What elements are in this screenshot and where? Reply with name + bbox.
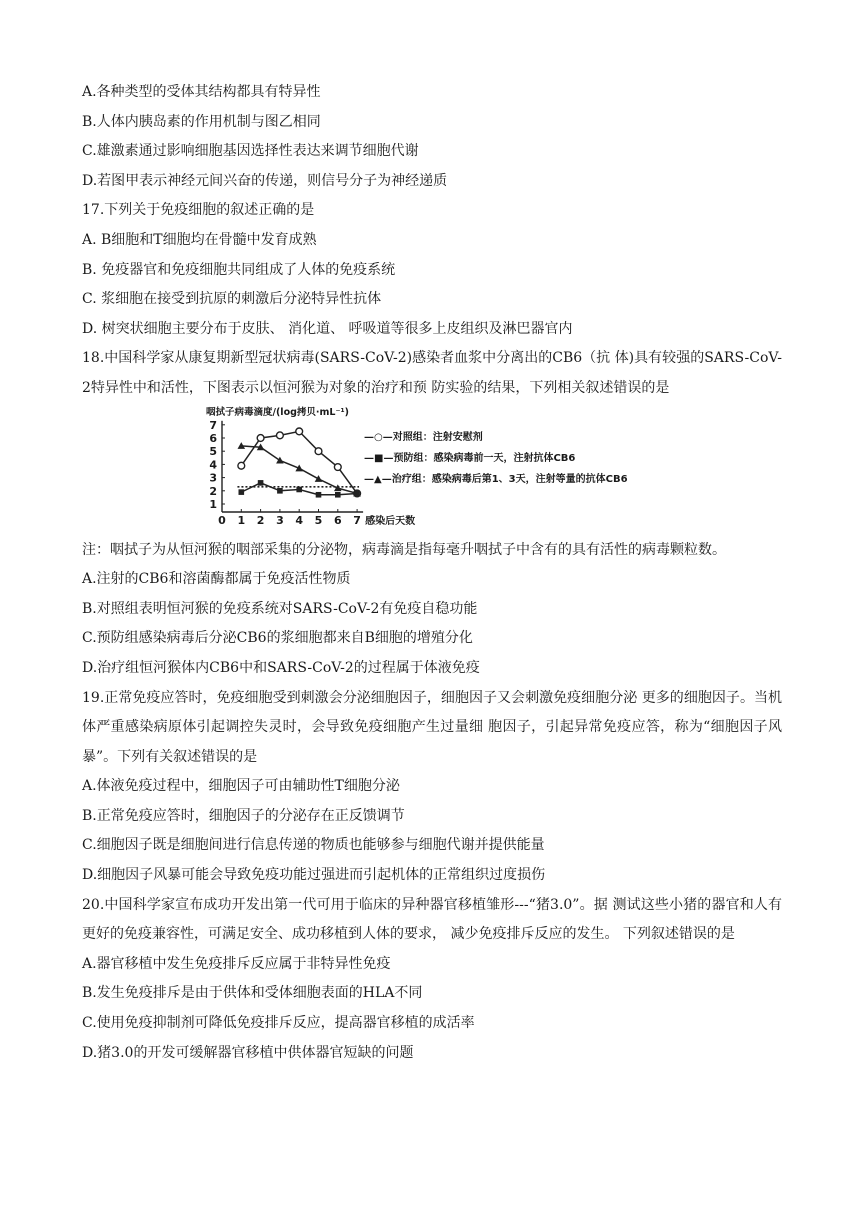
q17-option-d: D. 树突状细胞主要分布于皮肤、 消化道、 呼吸道等很多上皮组织及淋巴器官内 <box>82 320 573 337</box>
q18-option-b: B.对照组表明恒河猴的免疫系统对SARS-CoV-2有免疫自稳功能 <box>82 600 478 617</box>
q17-stem: 17.下列关于免疫细胞的叙述正确的是 <box>82 202 315 219</box>
legend-entry-3: —▲—治疗组：感染病毒后第1、3天，注射等量的抗体CB6 <box>364 473 628 485</box>
x-tick-label: 1 <box>237 513 246 527</box>
y-tick-label: 7 <box>209 418 217 432</box>
x-axis-label: 感染后天数 <box>365 515 416 527</box>
legend-entry-2: —■—预防组：感染病毒前一天，注射抗体CB6 <box>364 452 576 464</box>
control-point <box>334 463 341 470</box>
q18-option-c: C.预防组感染病毒后分泌CB6的浆细胞都来自B细胞的增殖分化 <box>82 630 473 647</box>
q17-option-c: C. 浆细胞在接受到抗原的刺激后分泌特异性抗体 <box>82 291 382 308</box>
q20-option-c: C.使用免疫抑制剂可降低免疫排斥反应，提高器官移植的成活率 <box>82 1015 475 1032</box>
q19-stem: 19.正常免疫应答时，免疫细胞受到刺激会分泌细胞因子，细胞因子又会刺激免疫细胞分泌 更多的细胞因子。当机体严重感染病原体引起调控失灵时，会导致免疫细胞产生过量细 胞因子，引起异常免疫应答，称为“细胞因子风暴”。下列有关叙述错误的是 <box>82 689 782 765</box>
q18-option-d: D.治疗组恒河猴体内CB6中和SARS-CoV-2的过程属于体液免疫 <box>82 659 480 676</box>
control-point <box>296 428 303 435</box>
y-tick-label: 2 <box>209 484 217 498</box>
y-tick-label: 3 <box>209 471 217 485</box>
virus-titer-chart-svg <box>204 406 764 530</box>
q16-option-a: A.各种类型的受体其结构都具有特异性 <box>82 84 321 100</box>
q20-option-a: A.器官移植中发生免疫排斥反应属于非特异性免疫 <box>82 955 391 972</box>
control-point <box>277 431 284 438</box>
y-tick-label: 1 <box>209 497 217 511</box>
q19-option-d: D.细胞因子风暴可能会导致免疫功能过强进而引起机体的正常组织过度损伤 <box>82 867 546 884</box>
x-tick-label: 6 <box>333 513 342 527</box>
treatment-point <box>334 484 342 491</box>
prevention-point <box>258 480 264 486</box>
q18-option-a: A.注射的CB6和溶菌酶都属于免疫活性物质 <box>82 571 351 588</box>
q19-option-c: C.细胞因子既是细胞间进行信息传递的物质也能够参与细胞代谢并提供能量 <box>82 837 545 854</box>
x-tick-label: 3 <box>276 513 284 527</box>
x-tick-label: 7 <box>353 513 361 527</box>
control-point <box>315 447 322 454</box>
prevention-point <box>335 491 341 497</box>
y-tick-label: 6 <box>209 431 217 445</box>
y-tick-label: 4 <box>209 457 217 471</box>
prevention-point <box>316 491 322 497</box>
x-tick-label: 4 <box>295 513 304 527</box>
treatment-point <box>276 456 284 463</box>
treatment-point <box>315 475 323 482</box>
virus-titer-chart <box>82 406 782 530</box>
y-axis-label: 咽拭子病毒滴度/(log拷贝·mL⁻¹) <box>206 406 349 418</box>
document-page <box>82 78 782 1068</box>
x-tick-label: 5 <box>314 513 323 527</box>
q16-option-c: C.雄激素通过影响细胞基因选择性表达来调节细胞代谢 <box>82 143 419 160</box>
prevention-point <box>296 486 302 492</box>
prevention-point <box>239 489 245 495</box>
control-point <box>238 462 245 469</box>
q20-stem: 20.中国科学家宣布成功开发出第一代可用于临床的异种器官移植雏形---“猪3.0”。据 测试这些小猪的器官和人有更好的免疫兼容性，可满足安全、成功移植到人体的要求， 减少免疫排斥反应的发生。 下列叙述错误的是 <box>82 896 782 943</box>
q16-option-b: B.人体内胰岛素的作用机制与图乙相同 <box>82 113 321 130</box>
q16-option-d: D.若图甲表示神经元间兴奋的传递，则信号分子为神经递质 <box>82 172 448 189</box>
legend-entry-1: —○—对照组：注射安慰剂 <box>364 431 483 443</box>
q20-option-d: D.猪3.0的开发可缓解器官移植中供体器官短缺的问题 <box>82 1044 414 1061</box>
q17-option-a: A. B细胞和T细胞均在骨髓中发育成熟 <box>82 231 317 248</box>
q17-option-b: B. 免疫器官和免疫细胞共同组成了人体的免疫系统 <box>82 261 396 278</box>
x-tick-label: 2 <box>256 513 265 527</box>
q18-stem: 18.中国科学家从康复期新型冠状病毒(SARS-CoV-2)感染者血浆中分离出的CB6（抗 体)具有较强的SARS-CoV-2特异性中和活性，下图表示以恒河猴为对象的治疗和预 防实验的结果，下列相关叙述错误的是 <box>82 350 782 396</box>
q19-option-b: B.正常免疫应答时，细胞因子的分泌存在正反馈调节 <box>82 807 405 824</box>
prevention-point <box>277 488 283 494</box>
y-tick-label: 5 <box>209 444 217 458</box>
q18-note: 注：咽拭子为从恒河猴的咽部采集的分泌物，病毒滴是指每毫升咽拭子中含有的具有活性的病毒颗粒数。 <box>82 541 726 558</box>
q20-option-b: B.发生免疫排斥是由于供体和受体细胞表面的HLA不同 <box>82 985 423 1002</box>
q19-option-a: A.体液免疫过程中，细胞因子可由辅助性T细胞分泌 <box>82 778 400 795</box>
x-tick-label: 0 <box>218 513 226 527</box>
control-point <box>257 434 264 441</box>
